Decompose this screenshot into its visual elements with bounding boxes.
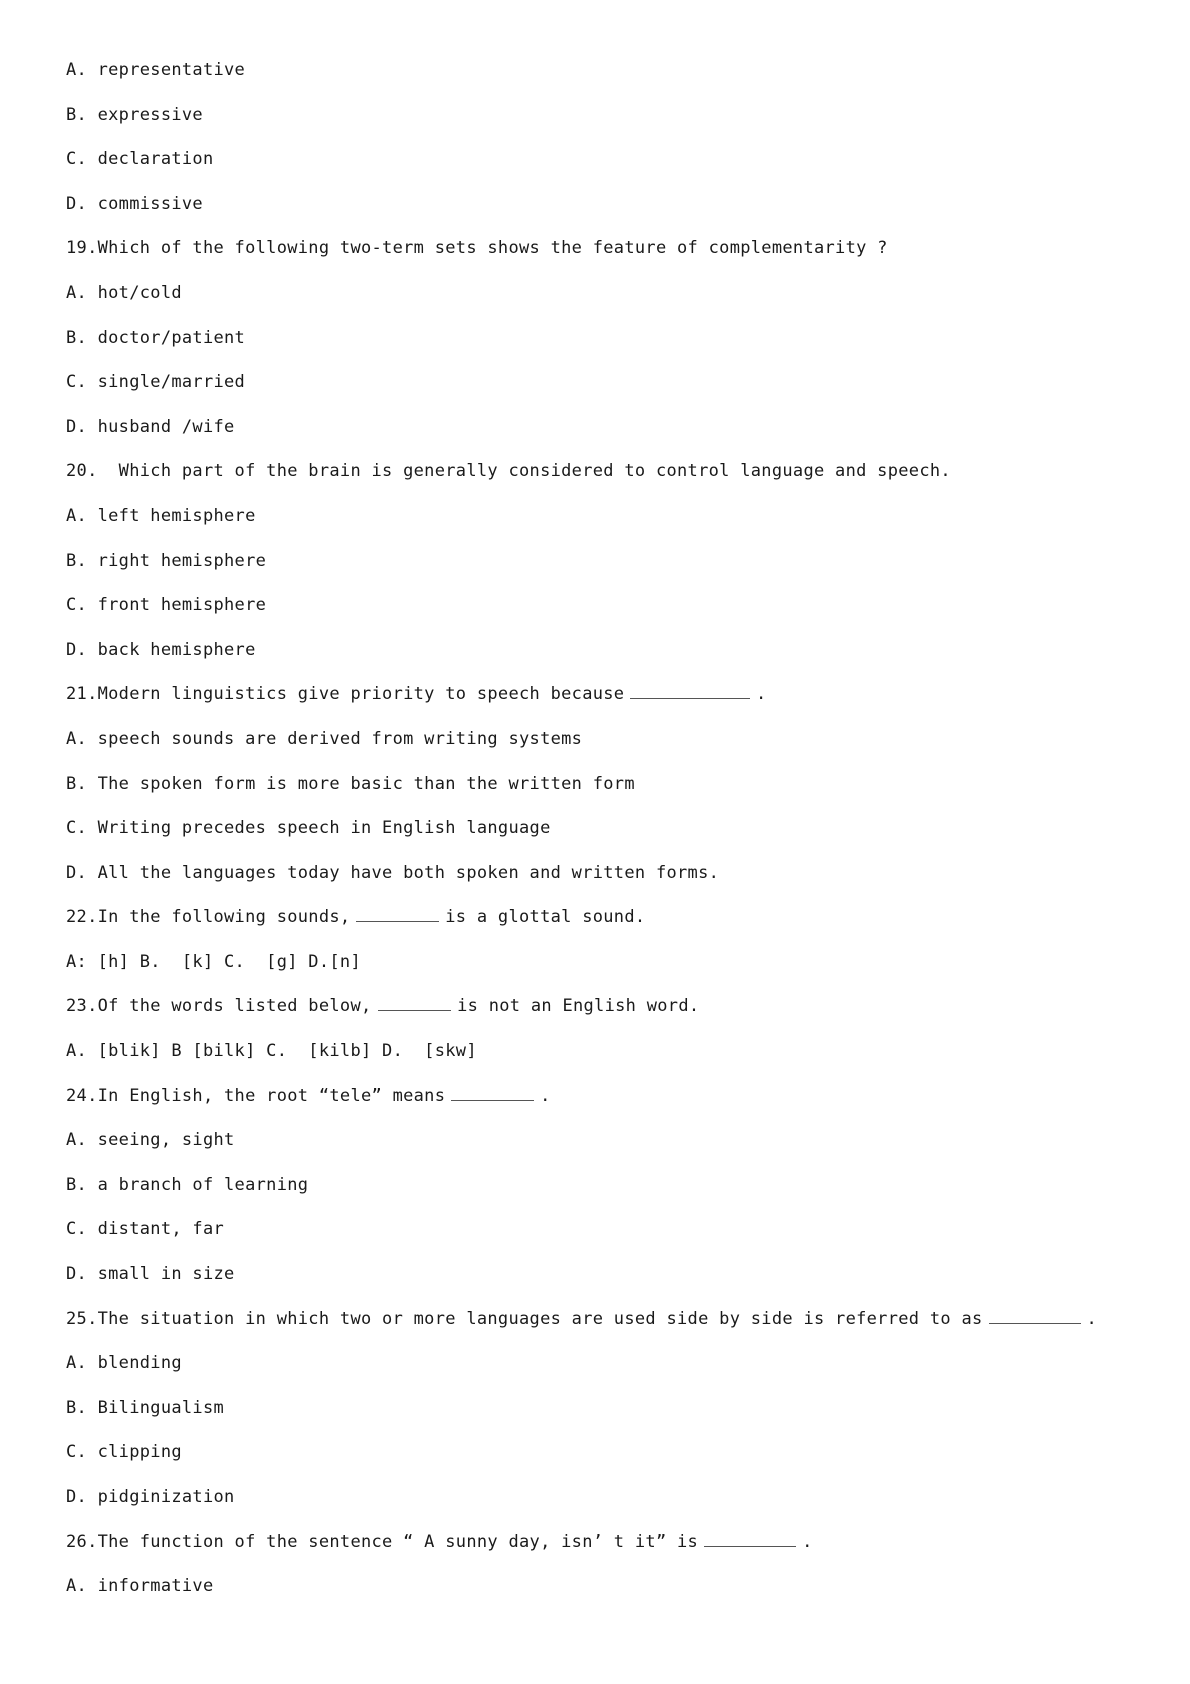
answer-option: B. Bilingualism [66, 1397, 225, 1418]
document-page [66, 52, 1146, 1613]
answer-option: A. hot/cold [66, 282, 182, 303]
question-text [66, 1078, 1146, 1123]
question-stem: 24.In English, the root “tele” means [66, 1085, 446, 1106]
question-text [66, 988, 1146, 1033]
answer-option: D. commissive [66, 193, 203, 214]
question-tail: is a glottal sound. [445, 907, 646, 928]
answer-option: A. speech sounds are derived from writing systems [66, 728, 583, 749]
answer-option: A: [h] B. [k] C. [g] D.[n] [66, 951, 361, 972]
answer-option: C. Writing precedes speech in English language [66, 818, 551, 839]
answer-option: A. representative [66, 60, 246, 80]
question-stem: 23.Of the words listed below, [66, 996, 372, 1017]
question-text [66, 676, 1146, 721]
answer-option: C. clipping [66, 1442, 182, 1463]
question-tail: . [540, 1085, 551, 1106]
question-stem: 26.The function of the sentence “ A sunny day, isn’ t it” is [66, 1531, 699, 1552]
question-stem: 22.In the following sounds, [66, 907, 351, 928]
answer-blank [630, 678, 750, 699]
question-tail: is not an English word. [457, 996, 700, 1017]
answer-option: C. declaration [66, 149, 214, 170]
answer-option: B. expressive [66, 104, 203, 125]
answer-option: D. back hemisphere [66, 639, 256, 660]
answer-option: C. distant, far [66, 1219, 225, 1240]
answer-option: B. right hemisphere [66, 550, 267, 571]
question-tail: . [755, 684, 767, 705]
answer-option: D. All the languages today have both spoken and written forms. [66, 862, 720, 883]
question-text [66, 1301, 1146, 1346]
question-stem: 21.Modern linguistics give priority to speech because [66, 684, 625, 705]
answer-blank [704, 1526, 796, 1547]
question-tail: . [1086, 1308, 1098, 1329]
answer-option: A. left hemisphere [66, 505, 256, 526]
answer-blank [378, 990, 452, 1011]
answer-option: D. small in size [66, 1264, 235, 1285]
answer-option: C. single/married [66, 372, 246, 393]
answer-option: C. front hemisphere [66, 595, 267, 616]
answer-option: A. seeing, sight [66, 1130, 235, 1151]
answer-option: D. husband /wife [66, 416, 235, 437]
question-text [66, 899, 1146, 944]
answer-option: A. blending [66, 1353, 182, 1374]
answer-option: A. [blik] B [bilk] C. [kilb] D. [skw] [66, 1041, 477, 1062]
answer-blank [989, 1303, 1081, 1324]
question-tail: . [802, 1531, 813, 1552]
answer-option: B. a branch of learning [66, 1174, 309, 1195]
answer-option: D. pidginization [66, 1487, 235, 1507]
answer-blank [451, 1080, 534, 1101]
answer-option: A. informative [66, 1576, 214, 1597]
question-stem: 25.The situation in which two or more languages are used side by side is referred to as [66, 1308, 983, 1329]
question-text: 20. Which part of the brain is generally considered to control language and speech. [66, 461, 951, 482]
question-text: 19.Which of the following two-term sets shows the feature of complementarity ? [66, 238, 888, 259]
answer-blank [356, 901, 439, 922]
question-text [66, 1524, 1146, 1569]
answer-option: B. doctor/patient [66, 327, 246, 348]
answer-option: B. The spoken form is more basic than the written form [66, 773, 635, 794]
